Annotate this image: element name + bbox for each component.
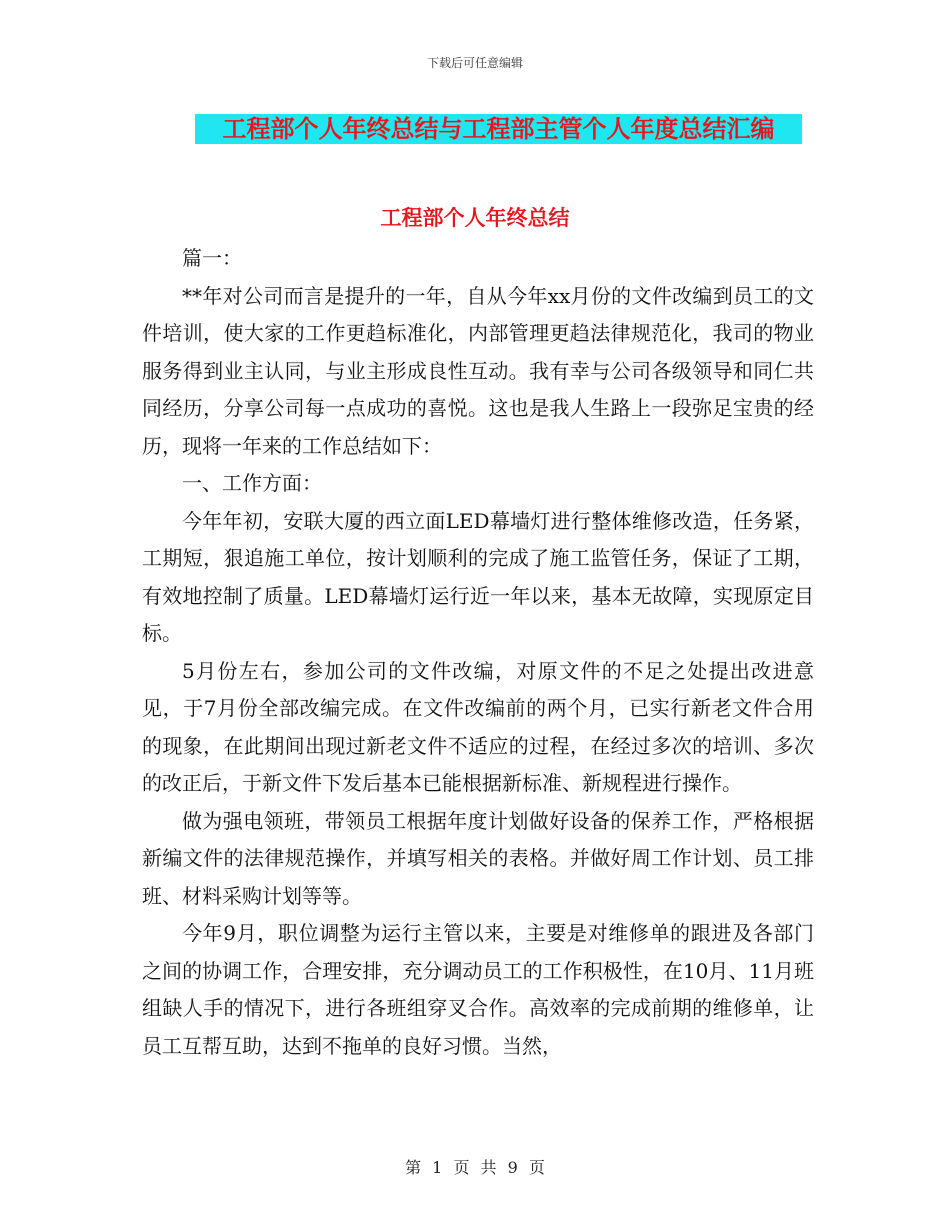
section-title: 工程部个人年终总结	[380, 205, 570, 230]
paragraph: 篇一：	[182, 246, 242, 270]
paragraph: 今年年初，安联大厦的西立面LED幕墙灯进行整体维修改造，任务紧，工期短，狠追施工单位，按计划顺利的完成了施工监管任务，保证了工期，有效地控制了质量。LED幕墙灯运行近一年以来，基本无故障，实现原定目标。	[142, 508, 814, 645]
paragraph: **年对公司而言是提升的一年，自从今年xx月份的文件改编到员工的文件培训，使大家的工作更趋标准化，内部管理更趋法律规范化，我司的物业服务得到业主认同，与业主形成良性互动。我有幸与公司各级领导和同仁共同经历，分享公司每一点成功的喜悦。这也是我人生路上一段弥足宝贵的经历，现将一年来的工作总结如下：	[142, 283, 814, 458]
paragraph: 做为强电领班，带领员工根据年度计划做好设备的保养工作，严格根据新编文件的法律规范操作，并填写相关的表格。并做好周工作计划、员工排班、材料采购计划等等。	[142, 808, 814, 908]
paragraph: 今年9月，职位调整为运行主管以来，主要是对维修单的跟进及各部门之间的协调工作，合理安排，充分调动员工的工作积极性，在10月、11月班组缺人手的情况下，进行各班组穿叉合作。高效率的完成前期的维修单，让员工互帮互助，达到不拖单的良好习惯。当然，	[142, 921, 814, 1058]
document-body	[142, 240, 814, 1065]
paragraph: 一、工作方面：	[182, 471, 322, 495]
paragraph: 5月份左右，参加公司的文件改编，对原文件的不足之处提出改进意见，于7月份全部改编完成。在文件改编前的两个月，已实行新老文件合用的现象，在此期间出现过新老文件不适应的过程，在经过多次的培训、多次的改正后，于新文件下发后基本已能根据新标准、新规程进行操作。	[142, 658, 814, 795]
page-footer: 第 1 页 共 9 页	[405, 1158, 545, 1177]
header-note: 下载后可任意编辑	[426, 56, 523, 70]
document-main-title: 工程部个人年终总结与工程部主管个人年度总结汇编	[195, 114, 802, 144]
